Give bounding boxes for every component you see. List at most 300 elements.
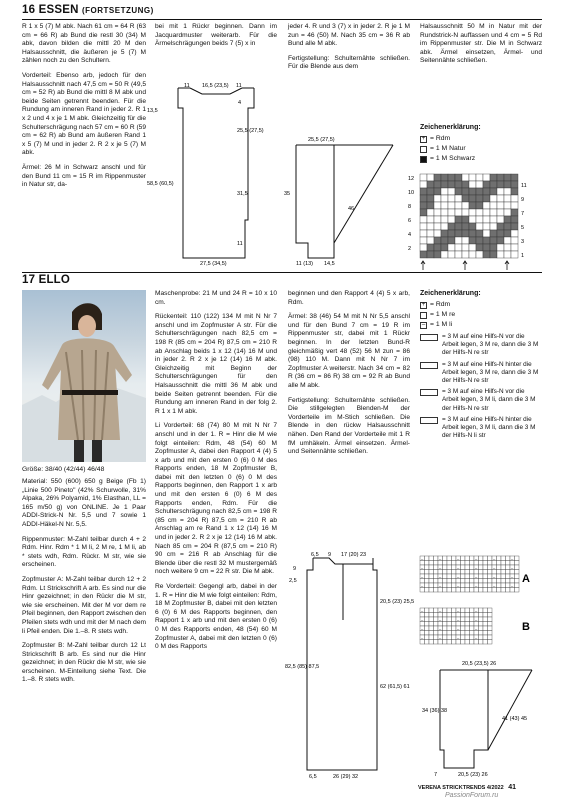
chart-a-cell (501, 561, 506, 566)
chart-b-purl-mark: – (457, 608, 460, 613)
chart-cell (448, 223, 455, 230)
edge-stitch-icon: + (421, 301, 426, 308)
chart-a-cell (497, 579, 502, 584)
chart-cell (504, 202, 511, 209)
chart-cell (455, 223, 462, 230)
chart-cell (483, 195, 490, 202)
chart-b-cell (483, 617, 488, 622)
legend-label: = 3 M auf eine Hilfs-N vor die Arbeit legen, 3 M li, dann die 3 M der Hilfs-N re str (442, 388, 536, 412)
chart-cell (448, 202, 455, 209)
chart-cell (420, 230, 427, 237)
chart-a-cell (429, 588, 434, 593)
chart-cell (427, 230, 434, 237)
chart-b-cell (465, 626, 470, 631)
chart-a-cell (420, 588, 425, 593)
chart-b-cell (447, 622, 452, 627)
chart-a-cell (465, 574, 470, 579)
chart-a-cell (488, 579, 493, 584)
chart-a-purl-mark: – (511, 574, 514, 579)
legend-label: = 3 M auf eine Hilfs-N hinter die Arbeit legen, 3 M re, dann die 3 M der Hilfs-N re str (442, 360, 539, 385)
chart-a-cell (483, 565, 488, 570)
chart-cell (455, 209, 462, 216)
dim-label: 14,5 (324, 261, 335, 267)
chart-cell (490, 181, 497, 188)
sec16-paragraph: R 1 x 5 (7) M abk. Nach 61 cm = 64 R (63 cm = 66 R) ab Bund die restl 30 (34) M abk, davon bilden die mittl 20 M den Halsausschnitt, die äußeren je 5 (7) M zählen noch zu den Schultern. (22, 23, 146, 65)
chart-cell (483, 202, 490, 209)
chart-cell (462, 209, 469, 216)
chart-a-cell (461, 574, 466, 579)
chart-cell (497, 209, 504, 216)
chart-a-purl-mark: – (421, 583, 424, 588)
chart-a-cell (497, 556, 502, 561)
chart-a-cell (492, 588, 497, 593)
dim-label: 11 (237, 241, 243, 247)
chart-b-purl-mark: – (439, 617, 442, 622)
chart-a-purl-mark: – (511, 583, 514, 588)
chart-a-cell (452, 570, 457, 575)
chart-b-cell (452, 613, 457, 618)
chart-a-cell (501, 574, 506, 579)
chart-a-cell (497, 574, 502, 579)
chart-a-cell (479, 588, 484, 593)
chart-b-cell (425, 608, 430, 613)
chart-cell (504, 181, 511, 188)
chart-b-cell (443, 613, 448, 618)
model-photo (22, 290, 146, 462)
chart-cell (420, 237, 427, 244)
sec17-cable-charts (414, 552, 544, 642)
chart-a-cell (461, 588, 466, 593)
chart-a-cell (425, 556, 430, 561)
chart-cell (511, 216, 518, 223)
chart-cell (490, 244, 497, 251)
chart-cell (504, 251, 511, 258)
chart-cell (434, 181, 441, 188)
chart-cell (476, 237, 483, 244)
chart-cell (434, 209, 441, 216)
chart-a-cell (425, 583, 430, 588)
chart-cell (511, 202, 518, 209)
chart-b-cell (425, 626, 430, 631)
chart-cell (469, 216, 476, 223)
chart-cell (427, 195, 434, 202)
chart-cell (448, 237, 455, 244)
chart-a-cell (506, 556, 511, 561)
chart-b-cell (465, 617, 470, 622)
dim-label: 35 (284, 191, 291, 197)
chart-cell (504, 209, 511, 216)
chart-a-cell (479, 556, 484, 561)
chart-cell (504, 195, 511, 202)
chart-a-purl-mark: – (439, 565, 442, 570)
chart-cell (476, 251, 483, 258)
rib-pattern-paragraph: Rippenmuster: M-Zahl teilbar durch 4 + 2 Rdm. Hinr. Rdm * 1 M li, 2 M re, 1 M li, ab * stets wdh, Rdm. Rückr. M str, wie sie erscheinen. (22, 535, 146, 569)
chart-cell (483, 216, 490, 223)
chart-cell (511, 195, 518, 202)
chart-b-cell (483, 635, 488, 640)
chart-b-cell (425, 631, 430, 636)
chart-a-cell (515, 579, 520, 584)
chart-cell (434, 195, 441, 202)
chart-a-cell (515, 570, 520, 575)
row-number: 11 (521, 183, 527, 189)
chart-cell (483, 223, 490, 230)
chart-b-cell (461, 626, 466, 631)
chart-b-cell (474, 640, 479, 645)
dim-label: 11 (13) (296, 261, 314, 267)
chart-cell (441, 251, 448, 258)
chart-a-purl-mark: – (493, 574, 496, 579)
chart-cell (476, 223, 483, 230)
chart-a-purl-mark: – (475, 556, 478, 561)
chart-a-cell (501, 570, 506, 575)
dim-label: 20,5 (23) 25,5 (380, 599, 415, 605)
chart-cell (476, 195, 483, 202)
chart-a-cell (465, 565, 470, 570)
chart-a-cell (515, 561, 520, 566)
chart-a-cell (483, 574, 488, 579)
chart-cell (490, 209, 497, 216)
chart-a-cell (501, 556, 506, 561)
chart-cell (483, 174, 490, 181)
dim-label: 82,5 (85) 87,5 (285, 664, 320, 670)
chart-a-cell (434, 561, 439, 566)
sec16-paragraph-aermel: Ärmel: 26 M in Schwarz anschl und für den Bund 11 cm = 15 R im Rippenmuster in Natur str, da- (22, 163, 146, 189)
chart-a-purl-mark: – (475, 565, 478, 570)
chart-cell (420, 188, 427, 195)
chart-cell (448, 181, 455, 188)
chart-a-cell (461, 556, 466, 561)
gauge-paragraph: Maschenprobe: 21 M und 24 R = 10 x 10 cm. (155, 290, 277, 306)
chart-b-cell (479, 631, 484, 636)
chart-cell (469, 251, 476, 258)
chart-a-cell (447, 588, 452, 593)
chart-cell (469, 244, 476, 251)
chart-cell (462, 230, 469, 237)
chart-b-cell (465, 631, 470, 636)
chart-b-cell (434, 613, 439, 618)
chart-a-cell (506, 565, 511, 570)
chart-a-cell (470, 574, 475, 579)
chart-a-cell (497, 583, 502, 588)
chart-a-purl-mark: – (493, 565, 496, 570)
chart-cell (497, 181, 504, 188)
dim-label: 11 (184, 83, 190, 89)
chart-cell (448, 251, 455, 258)
chart-cell (434, 174, 441, 181)
chart-cell (497, 216, 504, 223)
chart-a-cell (488, 565, 493, 570)
dim-label: 62 (61,5) 61 (380, 684, 410, 690)
chart-a-cell (497, 570, 502, 575)
dim-label: 41 (43) 45 (502, 716, 528, 722)
chart-b-cell (461, 622, 466, 627)
chart-a-cell (483, 579, 488, 584)
chart-b-cell (447, 640, 452, 645)
section-17-title: 17 ELLO (22, 274, 71, 286)
dim-label: 13,5 (147, 108, 158, 114)
chart-cell (441, 202, 448, 209)
chart-a-cell (425, 570, 430, 575)
sec17-column-2 (155, 290, 277, 658)
chart-b-cell (470, 626, 475, 631)
chart-cell (441, 216, 448, 223)
chart-cell (427, 244, 434, 251)
chart-b-cell (443, 622, 448, 627)
right-front-paragraph: Re Vorderteil: Gegengl arb, dabei in der 1. R = Hinr die M wie folgt einteilen: Rdm, 18 M Zopfmuster B, dabei mit den letzten 6 (0) 6 M des Rapports beginnen, den Rapport 1 x arb und mit den ersten 0 (6) 0 M des Rapports enden, 48 (54) 60 M Zopfmuster A, dabei mit den letzten 0 (6) 0 M des Rapports (155, 583, 277, 651)
cable-front-right-icon (420, 334, 438, 341)
chart-cell (427, 188, 434, 195)
chart-b-cell (429, 608, 434, 613)
chart-b-purl-mark: – (475, 635, 478, 640)
row-number: 9 (521, 197, 525, 203)
chart-a-cell (452, 556, 457, 561)
chart-a-cell (465, 583, 470, 588)
chart-a-label: A (522, 573, 530, 585)
chart-a-purl-mark: – (457, 583, 460, 588)
chart-cell (441, 195, 448, 202)
chart-b-cell (434, 622, 439, 627)
sleeve-paragraph: Ärmel: 38 (46) 54 M mit N Nr 5,5 anschl und für den Bund 7 cm = 19 R im Rippenmuster str, dabei mit 1 Rückr beginnen. In der letzten Bund-R gleichmäßig vert 48 (52) 56 M zun = 86 (98) 110 M. Dann mit N Nr 7 im Zopfmuster A weiterstr. Nach 34 cm = 82 R (36 cm = 86 R) 38 cm = 92 R ab Bund alle M abk. (288, 313, 410, 389)
chart-cell (448, 230, 455, 237)
chart-b-cell (483, 622, 488, 627)
row-number: 5 (521, 225, 525, 231)
chart-cell (511, 223, 518, 230)
row-number: 4 (408, 232, 412, 238)
sec16-column-3 (288, 23, 410, 78)
chart-cell (497, 251, 504, 258)
chart-b-cell (420, 640, 425, 645)
chart-cell (455, 244, 462, 251)
chart-b-cell (488, 622, 493, 627)
chart-a-purl-mark: – (457, 556, 460, 561)
sec16-paragraph-fertigstellung: Fertigstellung: Schulternähte schließen. Für die Blende aus dem (288, 54, 410, 71)
legend-cable-row (420, 333, 542, 358)
chart-b-cell (425, 613, 430, 618)
chart-a-cell (452, 574, 457, 579)
chart-a-cell (515, 574, 520, 579)
legend-row (420, 134, 542, 144)
chart-a-cell (479, 583, 484, 588)
chart-a-cell (465, 556, 470, 561)
chart-b-cell (429, 622, 434, 627)
chart-cell (490, 251, 497, 258)
chart-a-cell (447, 579, 452, 584)
chart-a-purl-mark: – (475, 574, 478, 579)
chart-b-cell (479, 635, 484, 640)
page-number: 41 (508, 784, 517, 791)
dim-label: 7 (434, 772, 438, 778)
sec17-paragraph-cont: beginnen und den Rapport 4 (4) 5 x arb, Rdm. (288, 290, 410, 306)
chart-cell (490, 237, 497, 244)
chart-b-cell (461, 617, 466, 622)
sec17-sleeve-schematic (424, 650, 544, 780)
chart-b-cell (488, 617, 493, 622)
chart-a-purl-mark: – (493, 583, 496, 588)
chart-cell (511, 174, 518, 181)
chart-cell (497, 237, 504, 244)
chart-a-cell (465, 579, 470, 584)
chart-a-cell (488, 583, 493, 588)
chart-cell (462, 181, 469, 188)
cable-back-purl-icon (420, 417, 438, 424)
chart-a-cell (470, 556, 475, 561)
dim-label: 6,5 (309, 774, 317, 780)
chart-a-cell (515, 556, 520, 561)
chart-a-cell (425, 565, 430, 570)
chart-a-cell (470, 583, 475, 588)
chart-a-cell (501, 588, 506, 593)
legend-row (420, 310, 542, 320)
edge-stitch-icon: + (421, 135, 426, 142)
chart-a-cell (483, 583, 488, 588)
chart-b-cell (443, 608, 448, 613)
chart-b-cell (465, 640, 470, 645)
legend-label: = 1 M Schwarz (430, 155, 476, 162)
chart-cell (420, 244, 427, 251)
chart-cell (448, 188, 455, 195)
chart-b-purl-mark: – (421, 626, 424, 631)
chart-a-cell (447, 574, 452, 579)
chart-cell (462, 251, 469, 258)
chart-a-cell (429, 583, 434, 588)
chart-cell (434, 223, 441, 230)
chart-cell (476, 216, 483, 223)
chart-cell (434, 188, 441, 195)
sec16-jacquard-chart (406, 172, 540, 262)
sec16-sleeve-schematic (278, 125, 418, 265)
sec16-paragraph-cont: jeder 4. R und 3 (7) x in jeder 2. R je 1 M zun = 46 (50) M. Nach 35 cm = 36 R ab Bund alle M abk. (288, 23, 410, 48)
chart-a-cell (443, 588, 448, 593)
chart-a-purl-mark: – (421, 556, 424, 561)
chart-b-cell (443, 626, 448, 631)
legend-label: = 3 M auf eine Hilfs-N vor die Arbeit legen, 3 M re, dann die 3 M der Hilfs-N re str (442, 333, 539, 357)
chart-b-cell (425, 617, 430, 622)
chart-cell (469, 237, 476, 244)
chart-b-cell (447, 626, 452, 631)
chart-a-cell (447, 565, 452, 570)
row-number: 7 (521, 211, 525, 217)
chart-cell (483, 188, 490, 195)
chart-cell (476, 188, 483, 195)
chart-b-cell (443, 635, 448, 640)
chart-a-cell (452, 565, 457, 570)
chart-a-cell (506, 570, 511, 575)
chart-cell (504, 237, 511, 244)
chart-b-cell (456, 640, 461, 645)
chart-b-cell (447, 608, 452, 613)
chart-b-cell (429, 640, 434, 645)
chart-cell (469, 195, 476, 202)
section-16-title: 16 ESSEN (FORTSETZUNG) (22, 4, 154, 16)
legend-row (420, 154, 542, 164)
chart-cell (511, 230, 518, 237)
chart-cell (420, 251, 427, 258)
chart-b-cell (483, 631, 488, 636)
chart-cell (427, 202, 434, 209)
chart-a-purl-mark: – (421, 565, 424, 570)
chart-a-cell (461, 583, 466, 588)
sizes-line: Größe: 38/40 (42/44) 46/48 (22, 466, 105, 473)
chart-cell (434, 251, 441, 258)
chart-a-cell (425, 574, 430, 579)
chart-cell (476, 181, 483, 188)
chart-b-cell (479, 617, 484, 622)
sec17-column-3 (288, 290, 410, 463)
chart-b-cell (470, 635, 475, 640)
chart-a-purl-mark: – (475, 583, 478, 588)
chart-b-cell (465, 635, 470, 640)
chart-b-purl-mark: – (475, 617, 478, 622)
chart-b-cell (429, 617, 434, 622)
chart-a-cell (506, 561, 511, 566)
chart-a-cell (461, 565, 466, 570)
chart-b-purl-mark: – (421, 617, 424, 622)
chart-cell (441, 244, 448, 251)
chart-cell (469, 188, 476, 195)
natural-square-icon (420, 146, 427, 153)
cable-b-paragraph: Zopfmuster B: M-Zahl teilbar durch 12 Lt Strickschrift B arb. Es sind nur die Hinr gezeichnet; in den Rückr die M str, wie sie erscheinen. M-Einteilung siehe Text. Die 1.–8. R stets wdh. (22, 642, 146, 684)
chart-a-cell (483, 561, 488, 566)
chart-a-cell (479, 570, 484, 575)
chart-b-purl-mark: – (457, 626, 460, 631)
dim-label: 20,5 (23,5) 26 (462, 661, 497, 667)
dim-label: 2,5 (289, 578, 297, 584)
chart-cell (504, 188, 511, 195)
chart-b-cell (479, 613, 484, 618)
chart-b-cell (443, 640, 448, 645)
chart-cell (434, 237, 441, 244)
chart-b-cell (447, 635, 452, 640)
chart-cell (469, 209, 476, 216)
chart-cell (427, 209, 434, 216)
chart-cell (462, 188, 469, 195)
chart-a-purl-mark: – (493, 556, 496, 561)
chart-a-cell (438, 588, 443, 593)
chart-a-cell (506, 579, 511, 584)
chart-a-cell (465, 570, 470, 575)
chart-cell (434, 216, 441, 223)
legend-label: = 1 M re (430, 311, 456, 318)
chart-b-cell (483, 626, 488, 631)
chart-b-cell (434, 626, 439, 631)
chart-a-cell (429, 574, 434, 579)
dim-label: 27,5 (34,5) (200, 261, 227, 267)
chart-a-cell (443, 570, 448, 575)
legend-label: = Rdm (430, 301, 451, 308)
chart-b-cell (447, 617, 452, 622)
chart-cell (420, 202, 427, 209)
chart-a-cell (434, 579, 439, 584)
chart-cell (483, 181, 490, 188)
chart-a-cell (434, 556, 439, 561)
left-front-paragraph: Li Vorderteil: 68 (74) 80 M mit N Nr 7 anschl und in der 1. R = Hinr die M wie folgt einteilen: Rdm, 48 (54) 60 M Zopfmuster A, dabei den Rapport 4 (4) 5 x arb und mit den ersten 0 (6) 0 M des Rapports enden, 18 M Zopfmuster B, dabei mit den letzten 0 (6) 0 M des Rapports beginnen, den Rapport 1 x arb und mit den ersten 6 (0) 6 M des Rapports enden, Rdm. Für die Schulterschrägung nach 82,5 cm = 198 R (85 cm = 204 R) 87,5 cm = 210 R ab Anschlag am re Rand 1 x 12 (14) 16 M und in jeder 2. R 2 x je 12 (14) 16 M abk. Nach 85 cm = 204 R (87,5 cm = 210 R) 90 cm = 216 R ab Anschlag für die Blende über die restl 32 M mustergemäß noch weitere 9 cm = 22 R str. Die M abk. (155, 422, 277, 576)
dim-label: 16,5 (23,5) (202, 83, 229, 89)
chart-b-cell (470, 640, 475, 645)
chart-cell (455, 195, 462, 202)
chart-cell (483, 230, 490, 237)
chart-b-cell (465, 622, 470, 627)
chart-a-cell (465, 561, 470, 566)
chart-b-cell (488, 640, 493, 645)
chart-cell (497, 188, 504, 195)
chart-cell (420, 216, 427, 223)
chart-b-cell (488, 613, 493, 618)
chart-b-cell (479, 622, 484, 627)
chart-a-cell (470, 588, 475, 593)
chart-a-purl-mark: – (457, 565, 460, 570)
chart-a-cell (461, 561, 466, 566)
